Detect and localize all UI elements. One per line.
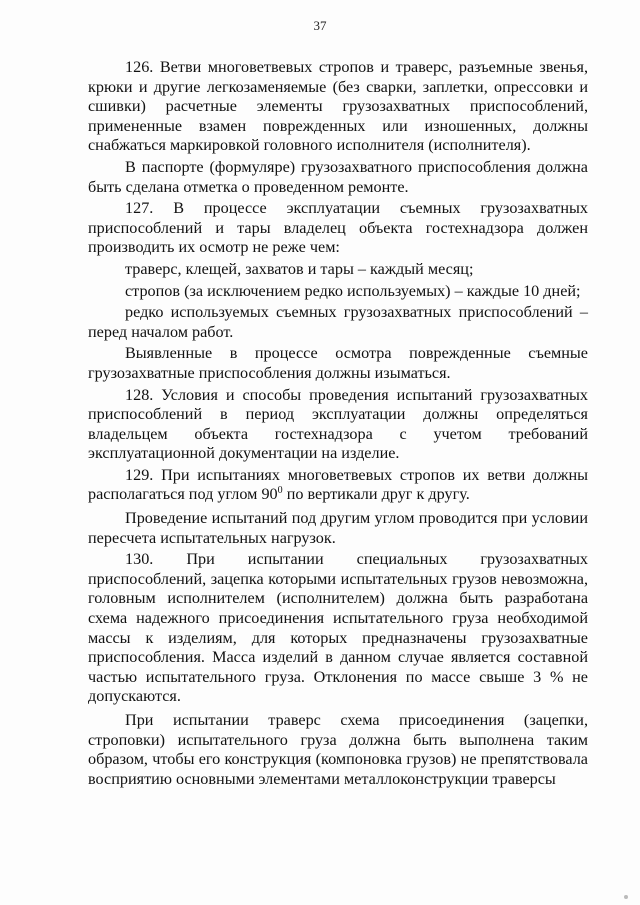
paragraph-130: 130. При испытании специальных грузозахватных приспособлений, зацепка которыми испытательных грузов невозможна, головным исполнителем (исполнителем) должна быть разработана схема надежного присоединения испытательного груза необходимой массы к изделиям, для которых предназначены грузозахватные приспособления. Масса изделий в данном случае является составной частью испытательного груза. Отклонения по массе свыше 3 % не допускаются.: [88, 550, 588, 706]
paragraph-other-angle: Проведение испытаний под другим углом проводится при условии пересчета испытательных нагрузок.: [88, 509, 588, 547]
paragraph-traverse-testing: При испытании траверс схема присоединения (зацепки, строповки) испытательного груза должна быть выполнена таким образом, чтобы его конструкция (компоновка грузов) не препятствовала восприятию основными элементами металлоконструкции траверсы: [88, 711, 588, 788]
paragraph-129-text-start: 129. При испытаниях многоветвевых стропов их ветви должны располагаться под углом 90: [88, 465, 588, 504]
inspection-item-traverses: траверс, клещей, захватов и тары – каждый месяц;: [125, 259, 474, 278]
scan-artifact-dot: [624, 895, 628, 899]
document-body: [88, 58, 588, 791]
inspection-item-slings: стропов (за исключением редко используемых) – каждые 10 дней;: [125, 281, 581, 300]
paragraph-passport-note: В паспорте (формуляре) грузозахватного приспособления должна быть сделана отметка о проведенном ремонте.: [88, 157, 588, 196]
page-number: 37: [313, 18, 327, 33]
paragraph-127: 127. В процессе эксплуатации съемных грузозахватных приспособлений и тары владелец объекта гостехнадзора должен производить их осмотр не реже чем:: [88, 199, 588, 257]
paragraph-129: [88, 466, 588, 505]
degree-superscript: 0: [277, 485, 283, 497]
paragraph-129-text-end: по вертикали друг к другу.: [282, 485, 470, 504]
inspection-item-rarely-used: редко используемых съемных грузозахватных приспособлений – перед началом работ.: [88, 303, 588, 341]
paragraph-128: 128. Условия и способы проведения испытаний грузозахватных приспособлений в период эксплуатации должны определяться владельцем объекта гостехнадзора с учетом требований эксплуатационной документации на изделие.: [88, 385, 588, 463]
paragraph-damaged-withdrawal: Выявленные в процессе осмотра поврежденные съемные грузозахватные приспособления должны изыматься.: [88, 344, 588, 382]
paragraph-126: 126. Ветви многоветвевых стропов и траверс, разъемные звенья, крюки и другие легкозаменяемые (без сварки, заплетки, опрессовки и сшивки) расчетные элементы грузозахватных приспособлений, примененные взамен поврежденных или изношенных, должны снабжаться маркировкой головного исполнителя (исполнителя).: [88, 58, 588, 155]
